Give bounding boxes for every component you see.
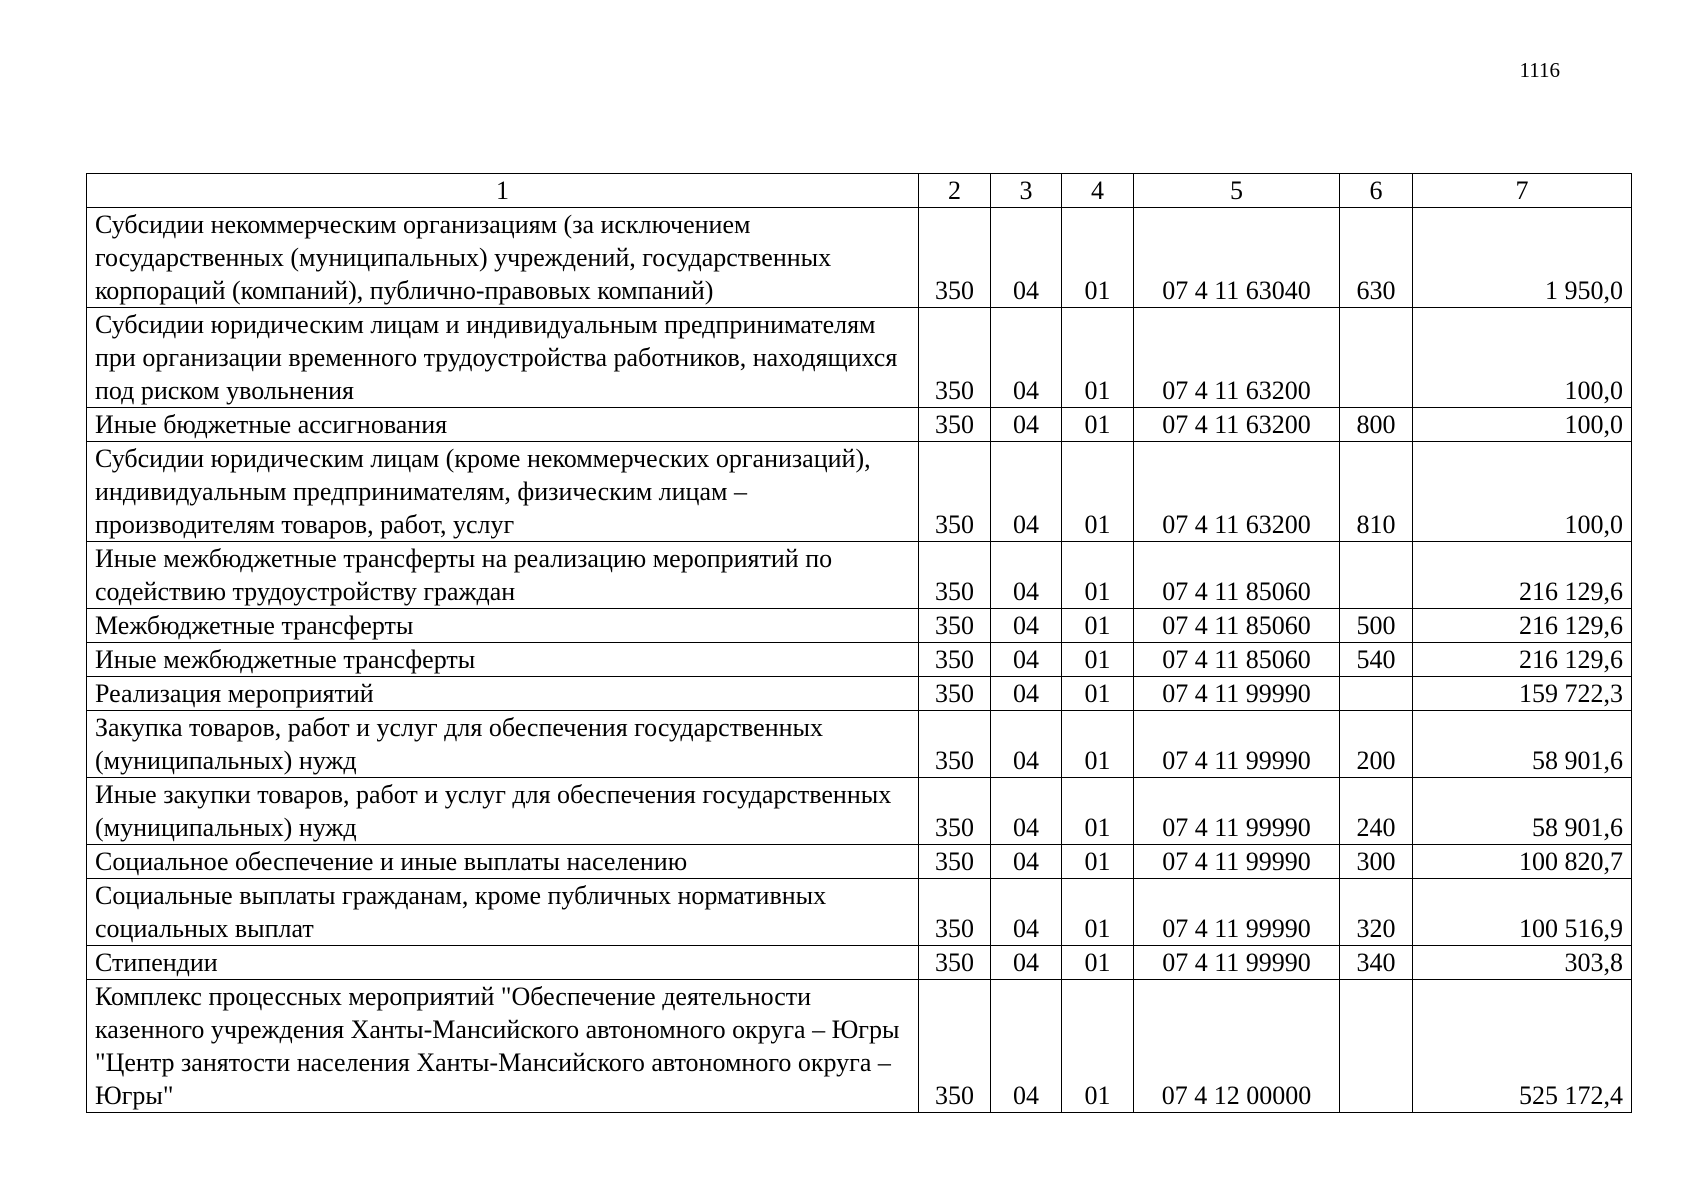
cell-admin: 350: [919, 208, 991, 308]
cell-name: Социальное обеспечение и иные выплаты населению: [87, 845, 919, 879]
cell-admin: 350: [919, 677, 991, 711]
header-col-6: 6: [1340, 174, 1413, 208]
cell-target-article: 07 4 11 85060: [1134, 643, 1340, 677]
cell-amount: 159 722,3: [1413, 677, 1632, 711]
cell-name: Стипендии: [87, 946, 919, 980]
cell-amount: 58 901,6: [1413, 778, 1632, 845]
table-row: [87, 408, 1632, 442]
table-row: [87, 946, 1632, 980]
cell-admin: 350: [919, 609, 991, 643]
cell-admin: 350: [919, 879, 991, 946]
cell-expense-type: [1340, 980, 1413, 1113]
cell-name: Закупка товаров, работ и услуг для обеспечения государственных (муниципальных) нужд: [87, 711, 919, 778]
table-row: [87, 308, 1632, 408]
cell-admin: 350: [919, 711, 991, 778]
cell-amount: 216 129,6: [1413, 542, 1632, 609]
header-col-5: 5: [1134, 174, 1340, 208]
cell-admin: 350: [919, 980, 991, 1113]
table-row: [87, 845, 1632, 879]
cell-subsection: 01: [1062, 308, 1134, 408]
cell-amount: 525 172,4: [1413, 980, 1632, 1113]
cell-amount: 303,8: [1413, 946, 1632, 980]
cell-name: Субсидии юридическим лицам (кроме некоммерческих организаций), индивидуальным предпринимателям, физическим лицам – производителям товаров, работ, услуг: [87, 442, 919, 542]
cell-expense-type: 240: [1340, 778, 1413, 845]
cell-subsection: 01: [1062, 946, 1134, 980]
cell-section: 04: [991, 308, 1062, 408]
cell-amount: 216 129,6: [1413, 609, 1632, 643]
cell-admin: 350: [919, 778, 991, 845]
cell-name: Социальные выплаты гражданам, кроме публичных нормативных социальных выплат: [87, 879, 919, 946]
cell-admin: 350: [919, 442, 991, 542]
cell-expense-type: 500: [1340, 609, 1413, 643]
cell-target-article: 07 4 11 99990: [1134, 711, 1340, 778]
cell-name: Иные закупки товаров, работ и услуг для обеспечения государственных (муниципальных) нужд: [87, 778, 919, 845]
cell-subsection: 01: [1062, 879, 1134, 946]
header-col-7: 7: [1413, 174, 1632, 208]
table-row: [87, 208, 1632, 308]
cell-subsection: 01: [1062, 778, 1134, 845]
cell-name: Комплекс процессных мероприятий "Обеспечение деятельности казенного учреждения Ханты-Мансийского автономного округа – Югры "Центр занятости населения Ханты-Мансийского автономного округа – Югры": [87, 980, 919, 1113]
cell-expense-type: [1340, 542, 1413, 609]
table-header-row: [87, 174, 1632, 208]
table-row: [87, 643, 1632, 677]
cell-expense-type: 340: [1340, 946, 1413, 980]
cell-name: Иные межбюджетные трансферты: [87, 643, 919, 677]
cell-name: Реализация мероприятий: [87, 677, 919, 711]
cell-section: 04: [991, 643, 1062, 677]
cell-name: Иные бюджетные ассигнования: [87, 408, 919, 442]
table-row: [87, 879, 1632, 946]
cell-target-article: 07 4 11 99990: [1134, 946, 1340, 980]
cell-target-article: 07 4 11 99990: [1134, 778, 1340, 845]
cell-admin: 350: [919, 946, 991, 980]
cell-amount: 1 950,0: [1413, 208, 1632, 308]
cell-subsection: 01: [1062, 711, 1134, 778]
cell-target-article: 07 4 11 99990: [1134, 879, 1340, 946]
table-row: [87, 980, 1632, 1113]
cell-target-article: 07 4 11 63200: [1134, 308, 1340, 408]
cell-section: 04: [991, 609, 1062, 643]
cell-name: Иные межбюджетные трансферты на реализацию мероприятий по содействию трудоустройству граждан: [87, 542, 919, 609]
cell-section: 04: [991, 778, 1062, 845]
cell-amount: 100 516,9: [1413, 879, 1632, 946]
cell-target-article: 07 4 11 99990: [1134, 845, 1340, 879]
cell-amount: 100 820,7: [1413, 845, 1632, 879]
cell-expense-type: 300: [1340, 845, 1413, 879]
cell-expense-type: [1340, 308, 1413, 408]
cell-expense-type: 630: [1340, 208, 1413, 308]
cell-target-article: 07 4 11 63040: [1134, 208, 1340, 308]
cell-subsection: 01: [1062, 643, 1134, 677]
cell-target-article: 07 4 11 63200: [1134, 442, 1340, 542]
cell-section: 04: [991, 980, 1062, 1113]
cell-admin: 350: [919, 308, 991, 408]
cell-section: 04: [991, 542, 1062, 609]
table-row: [87, 542, 1632, 609]
header-col-2: 2: [919, 174, 991, 208]
cell-admin: 350: [919, 408, 991, 442]
cell-subsection: 01: [1062, 677, 1134, 711]
table-row: [87, 677, 1632, 711]
cell-name: Субсидии юридическим лицам и индивидуальным предпринимателям при организации временного трудоустройства работников, находящихся под риском увольнения: [87, 308, 919, 408]
cell-subsection: 01: [1062, 845, 1134, 879]
table-row: [87, 609, 1632, 643]
cell-subsection: 01: [1062, 609, 1134, 643]
cell-amount: 100,0: [1413, 308, 1632, 408]
cell-expense-type: 800: [1340, 408, 1413, 442]
cell-name: Субсидии некоммерческим организациям (за исключением государственных (муниципальных) учреждений, государственных корпораций (компаний), публично-правовых компаний): [87, 208, 919, 308]
table-row: [87, 442, 1632, 542]
cell-admin: 350: [919, 542, 991, 609]
cell-amount: 58 901,6: [1413, 711, 1632, 778]
cell-section: 04: [991, 677, 1062, 711]
table-body: [87, 174, 1632, 1113]
cell-expense-type: 540: [1340, 643, 1413, 677]
cell-subsection: 01: [1062, 208, 1134, 308]
cell-section: 04: [991, 946, 1062, 980]
cell-subsection: 01: [1062, 980, 1134, 1113]
cell-expense-type: 810: [1340, 442, 1413, 542]
cell-target-article: 07 4 11 99990: [1134, 677, 1340, 711]
cell-subsection: 01: [1062, 408, 1134, 442]
header-col-3: 3: [991, 174, 1062, 208]
table-row: [87, 778, 1632, 845]
cell-expense-type: 200: [1340, 711, 1413, 778]
cell-target-article: 07 4 11 63200: [1134, 408, 1340, 442]
cell-section: 04: [991, 845, 1062, 879]
cell-target-article: 07 4 11 85060: [1134, 542, 1340, 609]
cell-section: 04: [991, 208, 1062, 308]
cell-subsection: 01: [1062, 442, 1134, 542]
cell-section: 04: [991, 442, 1062, 542]
table-row: [87, 711, 1632, 778]
cell-amount: 216 129,6: [1413, 643, 1632, 677]
cell-admin: 350: [919, 643, 991, 677]
budget-table: [86, 173, 1632, 1113]
cell-target-article: 07 4 11 85060: [1134, 609, 1340, 643]
cell-section: 04: [991, 879, 1062, 946]
cell-section: 04: [991, 408, 1062, 442]
page-number: 1116: [1519, 58, 1560, 82]
cell-expense-type: [1340, 677, 1413, 711]
cell-name: Межбюджетные трансферты: [87, 609, 919, 643]
cell-expense-type: 320: [1340, 879, 1413, 946]
cell-subsection: 01: [1062, 542, 1134, 609]
cell-target-article: 07 4 12 00000: [1134, 980, 1340, 1113]
cell-admin: 350: [919, 845, 991, 879]
cell-amount: 100,0: [1413, 408, 1632, 442]
cell-amount: 100,0: [1413, 442, 1632, 542]
header-col-4: 4: [1062, 174, 1134, 208]
cell-section: 04: [991, 711, 1062, 778]
header-col-1: 1: [87, 174, 919, 208]
